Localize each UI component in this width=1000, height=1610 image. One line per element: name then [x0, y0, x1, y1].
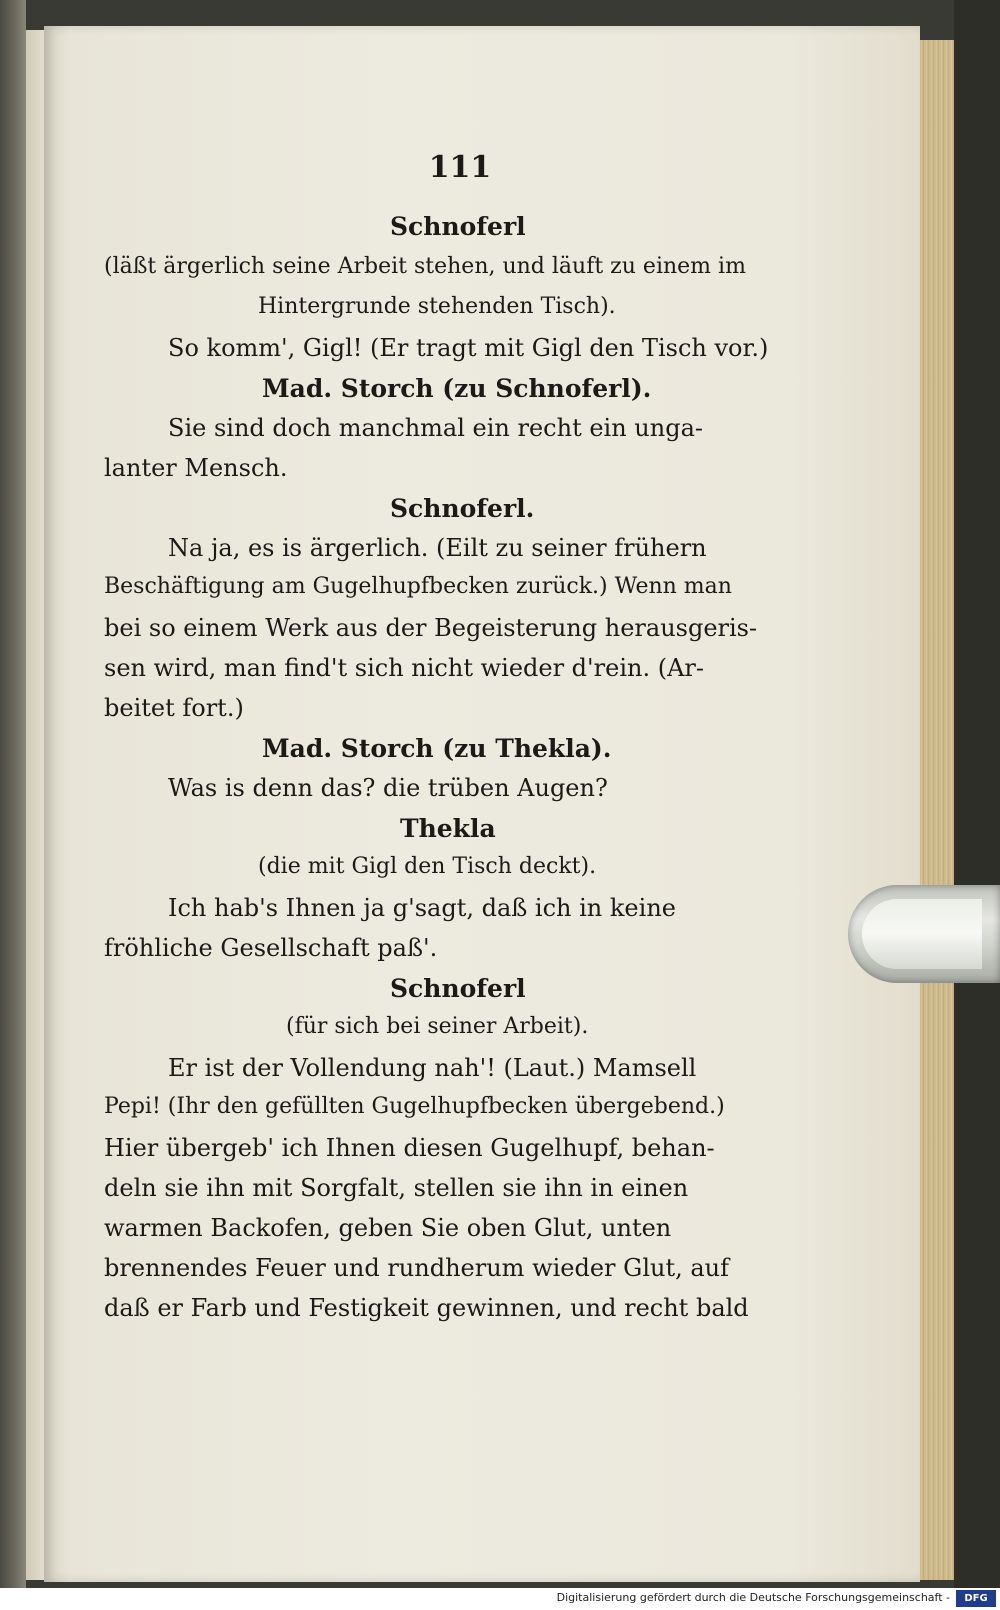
line-direction: (läßt ärgerlich seine Arbeit stehen, und läuft zu einem im: [104, 254, 746, 279]
line-speech: sen wird, man find't sich nicht wieder d'rein. (Ar-: [104, 654, 704, 682]
line-direction: Hintergrunde stehenden Tisch).: [258, 294, 616, 319]
line-speech: Was is denn das? die trüben Augen?: [168, 774, 608, 802]
line-speaker: Mad. Storch (zu Schnoferl).: [262, 374, 652, 403]
line-speaker: Thekla: [400, 814, 496, 843]
previous-page-edge: [26, 30, 44, 1580]
page-clamp: [848, 885, 1000, 983]
line-speaker: Schnoferl: [390, 212, 526, 241]
page-edges-lower: [920, 1040, 954, 1580]
line-speech: beitet fort.): [104, 694, 244, 722]
page-number: 111: [428, 150, 492, 185]
scanner-background: [954, 0, 1000, 1588]
line-speech: deln sie ihn mit Sorgfalt, stellen sie ihn in einen: [104, 1174, 689, 1202]
line-speech: So komm', Gigl! (Er tragt mit Gigl den Tisch vor.): [168, 334, 769, 362]
line-direction: (für sich bei seiner Arbeit).: [286, 1014, 589, 1039]
line-speech: brennendes Feuer und rundherum wieder Glut, auf: [104, 1254, 730, 1282]
line-speech: daß er Farb und Festigkeit gewinnen, und recht bald: [104, 1294, 749, 1322]
left-binding-edge: [0, 0, 26, 1588]
line-speech: warmen Backofen, geben Sie oben Glut, unten: [104, 1214, 672, 1242]
line-speech: Sie sind doch manchmal ein recht ein unga-: [168, 414, 703, 442]
footer-bar: [0, 1588, 1000, 1610]
line-speech: Na ja, es is ärgerlich. (Eilt zu seiner frühern: [168, 534, 707, 562]
line-speech: Beschäftigung am Gugelhupfbecken zurück.) Wenn man: [104, 574, 732, 599]
line-speaker: Schnoferl: [390, 974, 526, 1003]
page-clamp-glass: [862, 899, 982, 969]
footer-credit: Digitalisierung gefördert durch die Deutsche Forschungsgemeinschaft -: [556, 1591, 950, 1604]
line-speech: bei so einem Werk aus der Begeisterung herausgeris-: [104, 614, 758, 642]
line-speaker: Schnoferl.: [390, 494, 535, 523]
line-speech: lanter Mensch.: [104, 454, 288, 482]
line-speech: Hier übergeb' ich Ihnen diesen Gugelhupf, behan-: [104, 1134, 715, 1162]
line-speech: Er ist der Vollendung nah'! (Laut.) Mamsell: [168, 1054, 697, 1082]
line-speech: Ich hab's Ihnen ja g'sagt, daß ich in keine: [168, 894, 676, 922]
line-speaker: Mad. Storch (zu Thekla).: [262, 734, 612, 763]
line-speech: Pepi! (Ihr den gefüllten Gugelhupfbecken übergebend.): [104, 1094, 725, 1119]
line-direction: (die mit Gigl den Tisch deckt).: [258, 854, 597, 879]
line-speech: fröhliche Gesellschaft paß'.: [104, 934, 438, 962]
dfg-logo: DFG: [956, 1590, 996, 1607]
